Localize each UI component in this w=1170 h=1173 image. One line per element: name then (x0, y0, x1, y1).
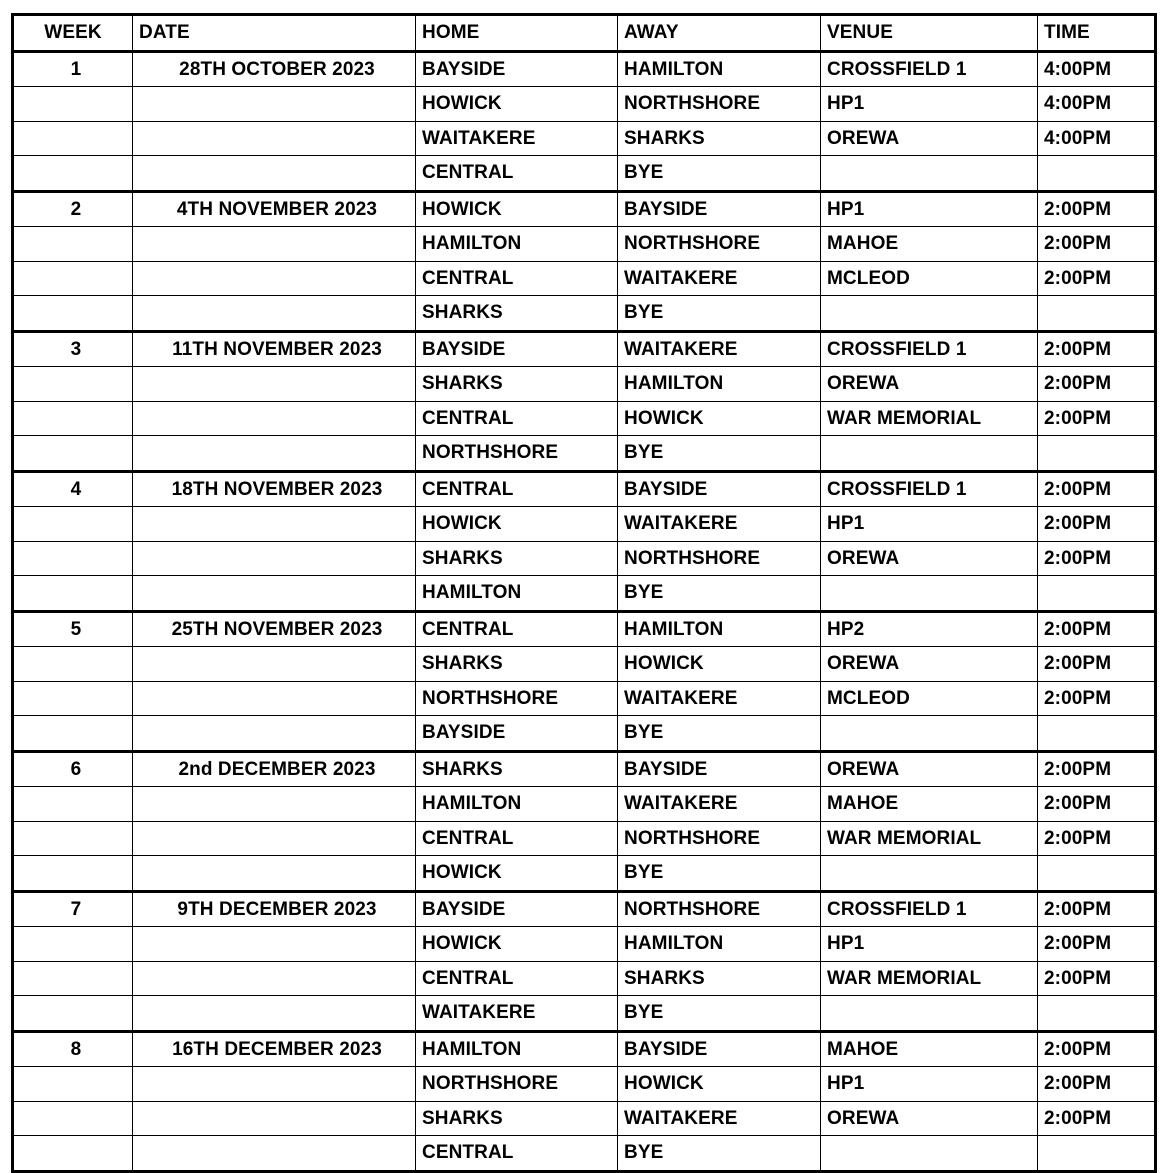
cell-away: BYE (618, 576, 821, 612)
cell-home: CENTRAL (416, 1136, 618, 1172)
cell-away: HOWICK (618, 647, 821, 682)
cell-time (1038, 156, 1156, 192)
cell-venue: HP1 (821, 87, 1038, 122)
cell-venue: OREWA (821, 121, 1038, 156)
cell-week (13, 541, 133, 576)
cell-week (13, 1101, 133, 1136)
cell-time: 2:00PM (1038, 1101, 1156, 1136)
cell-venue: MAHOE (821, 227, 1038, 262)
cell-away: BAYSIDE (618, 191, 821, 227)
cell-home: BAYSIDE (416, 716, 618, 752)
cell-venue: OREWA (821, 751, 1038, 787)
cell-week (13, 647, 133, 682)
cell-time: 2:00PM (1038, 261, 1156, 296)
cell-away: WAITAKERE (618, 507, 821, 542)
cell-time: 2:00PM (1038, 227, 1156, 262)
cell-venue (821, 296, 1038, 332)
cell-time: 2:00PM (1038, 541, 1156, 576)
cell-week (13, 961, 133, 996)
cell-home: BAYSIDE (416, 51, 618, 87)
cell-home: SHARKS (416, 296, 618, 332)
cell-date (133, 507, 416, 542)
cell-time (1038, 576, 1156, 612)
cell-date (133, 401, 416, 436)
cell-home: CENTRAL (416, 401, 618, 436)
cell-away: NORTHSHORE (618, 87, 821, 122)
cell-home: HOWICK (416, 191, 618, 227)
table-row (13, 436, 1156, 472)
cell-time: 2:00PM (1038, 471, 1156, 507)
cell-venue: OREWA (821, 647, 1038, 682)
cell-venue: HP1 (821, 191, 1038, 227)
cell-week (13, 576, 133, 612)
cell-date: 9TH DECEMBER 2023 (133, 891, 416, 927)
cell-week (13, 856, 133, 892)
cell-home: SHARKS (416, 647, 618, 682)
column-header-away: AWAY (618, 15, 821, 52)
cell-date (133, 996, 416, 1032)
cell-date (133, 856, 416, 892)
table-row (13, 331, 1156, 367)
fixture-schedule-table (11, 13, 1157, 1173)
cell-venue: HP2 (821, 611, 1038, 647)
cell-venue: OREWA (821, 541, 1038, 576)
table-row (13, 927, 1156, 962)
table-body (13, 51, 1156, 1171)
cell-date (133, 927, 416, 962)
cell-time: 2:00PM (1038, 891, 1156, 927)
table-row (13, 576, 1156, 612)
cell-week: 6 (13, 751, 133, 787)
cell-date: 4TH NOVEMBER 2023 (133, 191, 416, 227)
cell-time: 4:00PM (1038, 87, 1156, 122)
cell-venue: MCLEOD (821, 681, 1038, 716)
cell-date (133, 121, 416, 156)
cell-time: 2:00PM (1038, 507, 1156, 542)
cell-home: BAYSIDE (416, 891, 618, 927)
cell-home: CENTRAL (416, 821, 618, 856)
cell-home: CENTRAL (416, 156, 618, 192)
cell-date (133, 87, 416, 122)
table-row (13, 961, 1156, 996)
cell-home: HAMILTON (416, 1031, 618, 1067)
cell-date (133, 716, 416, 752)
table-row (13, 681, 1156, 716)
cell-home: HOWICK (416, 856, 618, 892)
cell-date (133, 541, 416, 576)
cell-venue (821, 856, 1038, 892)
cell-date (133, 227, 416, 262)
cell-time: 2:00PM (1038, 961, 1156, 996)
table-row (13, 401, 1156, 436)
cell-venue: MCLEOD (821, 261, 1038, 296)
cell-week (13, 681, 133, 716)
cell-week (13, 1136, 133, 1172)
cell-away: SHARKS (618, 961, 821, 996)
table-row (13, 51, 1156, 87)
cell-date (133, 1136, 416, 1172)
table-row (13, 367, 1156, 402)
cell-away: WAITAKERE (618, 681, 821, 716)
table-row (13, 121, 1156, 156)
column-header-venue: VENUE (821, 15, 1038, 52)
cell-venue: WAR MEMORIAL (821, 961, 1038, 996)
cell-date (133, 436, 416, 472)
cell-venue (821, 436, 1038, 472)
cell-home: HAMILTON (416, 576, 618, 612)
cell-date: 28TH OCTOBER 2023 (133, 51, 416, 87)
cell-week (13, 507, 133, 542)
cell-time: 2:00PM (1038, 647, 1156, 682)
cell-away: NORTHSHORE (618, 227, 821, 262)
cell-date: 18TH NOVEMBER 2023 (133, 471, 416, 507)
cell-venue (821, 716, 1038, 752)
cell-week (13, 436, 133, 472)
cell-time (1038, 996, 1156, 1032)
cell-home: HOWICK (416, 927, 618, 962)
table-row (13, 227, 1156, 262)
cell-time: 2:00PM (1038, 751, 1156, 787)
cell-away: WAITAKERE (618, 1101, 821, 1136)
cell-date: 25TH NOVEMBER 2023 (133, 611, 416, 647)
cell-home: SHARKS (416, 751, 618, 787)
cell-week: 4 (13, 471, 133, 507)
cell-venue: CROSSFIELD 1 (821, 331, 1038, 367)
cell-away: BYE (618, 436, 821, 472)
cell-time: 2:00PM (1038, 611, 1156, 647)
cell-time: 2:00PM (1038, 367, 1156, 402)
cell-week (13, 227, 133, 262)
cell-home: SHARKS (416, 1101, 618, 1136)
cell-time: 2:00PM (1038, 927, 1156, 962)
cell-week: 5 (13, 611, 133, 647)
table-row (13, 156, 1156, 192)
cell-home: HOWICK (416, 87, 618, 122)
cell-date (133, 821, 416, 856)
cell-time (1038, 296, 1156, 332)
cell-away: HOWICK (618, 401, 821, 436)
cell-venue: HP1 (821, 927, 1038, 962)
cell-away: BYE (618, 156, 821, 192)
cell-home: HAMILTON (416, 787, 618, 822)
cell-week (13, 787, 133, 822)
table-row (13, 541, 1156, 576)
cell-away: SHARKS (618, 121, 821, 156)
column-header-time: TIME (1038, 15, 1156, 52)
cell-away: BYE (618, 856, 821, 892)
cell-home: CENTRAL (416, 471, 618, 507)
cell-home: NORTHSHORE (416, 681, 618, 716)
cell-date (133, 961, 416, 996)
table-row (13, 856, 1156, 892)
table-header-row (13, 15, 1156, 52)
cell-home: CENTRAL (416, 611, 618, 647)
cell-week (13, 296, 133, 332)
cell-away: WAITAKERE (618, 787, 821, 822)
cell-away: HAMILTON (618, 367, 821, 402)
cell-date (133, 296, 416, 332)
table-row (13, 821, 1156, 856)
cell-away: BAYSIDE (618, 1031, 821, 1067)
cell-week (13, 261, 133, 296)
table-row (13, 996, 1156, 1032)
cell-venue (821, 996, 1038, 1032)
cell-week (13, 401, 133, 436)
cell-away: NORTHSHORE (618, 541, 821, 576)
cell-time: 2:00PM (1038, 1067, 1156, 1102)
cell-home: BAYSIDE (416, 331, 618, 367)
cell-away: WAITAKERE (618, 261, 821, 296)
column-header-home: HOME (416, 15, 618, 52)
cell-venue: MAHOE (821, 787, 1038, 822)
table-row (13, 261, 1156, 296)
cell-week (13, 156, 133, 192)
table-row (13, 716, 1156, 752)
cell-venue (821, 156, 1038, 192)
cell-away: BYE (618, 996, 821, 1032)
cell-home: HAMILTON (416, 227, 618, 262)
cell-away: WAITAKERE (618, 331, 821, 367)
cell-date: 16TH DECEMBER 2023 (133, 1031, 416, 1067)
cell-away: HAMILTON (618, 611, 821, 647)
table-row (13, 87, 1156, 122)
cell-week: 7 (13, 891, 133, 927)
cell-date (133, 156, 416, 192)
cell-date (133, 1067, 416, 1102)
cell-home: SHARKS (416, 541, 618, 576)
cell-away: BAYSIDE (618, 751, 821, 787)
cell-week: 1 (13, 51, 133, 87)
cell-date (133, 681, 416, 716)
cell-time (1038, 1136, 1156, 1172)
cell-away: HAMILTON (618, 927, 821, 962)
cell-away: NORTHSHORE (618, 891, 821, 927)
cell-venue: CROSSFIELD 1 (821, 891, 1038, 927)
cell-week: 2 (13, 191, 133, 227)
cell-venue: WAR MEMORIAL (821, 401, 1038, 436)
cell-time: 2:00PM (1038, 331, 1156, 367)
cell-week (13, 996, 133, 1032)
cell-week (13, 367, 133, 402)
cell-away: HOWICK (618, 1067, 821, 1102)
cell-time: 2:00PM (1038, 401, 1156, 436)
cell-date (133, 787, 416, 822)
cell-week (13, 87, 133, 122)
table-row (13, 787, 1156, 822)
cell-venue: CROSSFIELD 1 (821, 471, 1038, 507)
cell-time: 2:00PM (1038, 681, 1156, 716)
table-row (13, 891, 1156, 927)
cell-venue (821, 576, 1038, 612)
cell-week (13, 1067, 133, 1102)
table-row (13, 296, 1156, 332)
cell-week (13, 716, 133, 752)
cell-home: SHARKS (416, 367, 618, 402)
cell-week: 8 (13, 1031, 133, 1067)
cell-away: BYE (618, 296, 821, 332)
cell-home: WAITAKERE (416, 121, 618, 156)
cell-date (133, 576, 416, 612)
table-row (13, 611, 1156, 647)
cell-venue: OREWA (821, 1101, 1038, 1136)
cell-away: NORTHSHORE (618, 821, 821, 856)
cell-away: BYE (618, 1136, 821, 1172)
table-row (13, 1101, 1156, 1136)
cell-venue: OREWA (821, 367, 1038, 402)
cell-away: BYE (618, 716, 821, 752)
cell-date (133, 261, 416, 296)
cell-date (133, 647, 416, 682)
cell-venue: HP1 (821, 1067, 1038, 1102)
cell-away: BAYSIDE (618, 471, 821, 507)
cell-venue: CROSSFIELD 1 (821, 51, 1038, 87)
cell-away: HAMILTON (618, 51, 821, 87)
cell-week (13, 927, 133, 962)
cell-home: CENTRAL (416, 961, 618, 996)
cell-time: 2:00PM (1038, 191, 1156, 227)
cell-venue (821, 1136, 1038, 1172)
cell-venue: HP1 (821, 507, 1038, 542)
table-row (13, 191, 1156, 227)
cell-time (1038, 436, 1156, 472)
cell-home: NORTHSHORE (416, 436, 618, 472)
cell-time: 2:00PM (1038, 1031, 1156, 1067)
cell-home: NORTHSHORE (416, 1067, 618, 1102)
table-row (13, 647, 1156, 682)
table-row (13, 1031, 1156, 1067)
cell-venue: MAHOE (821, 1031, 1038, 1067)
table-row (13, 507, 1156, 542)
cell-home: WAITAKERE (416, 996, 618, 1032)
cell-week: 3 (13, 331, 133, 367)
cell-time: 4:00PM (1038, 121, 1156, 156)
table-row (13, 1136, 1156, 1172)
cell-venue: WAR MEMORIAL (821, 821, 1038, 856)
cell-date (133, 367, 416, 402)
table-header (13, 15, 1156, 52)
cell-time: 4:00PM (1038, 51, 1156, 87)
cell-time: 2:00PM (1038, 787, 1156, 822)
cell-time: 2:00PM (1038, 821, 1156, 856)
table-row (13, 751, 1156, 787)
column-header-date: DATE (133, 15, 416, 52)
cell-date: 11TH NOVEMBER 2023 (133, 331, 416, 367)
cell-time (1038, 716, 1156, 752)
column-header-week: WEEK (13, 15, 133, 52)
table-row (13, 1067, 1156, 1102)
cell-home: CENTRAL (416, 261, 618, 296)
cell-home: HOWICK (416, 507, 618, 542)
cell-date: 2nd DECEMBER 2023 (133, 751, 416, 787)
table-row (13, 471, 1156, 507)
cell-time (1038, 856, 1156, 892)
cell-week (13, 121, 133, 156)
cell-date (133, 1101, 416, 1136)
cell-week (13, 821, 133, 856)
